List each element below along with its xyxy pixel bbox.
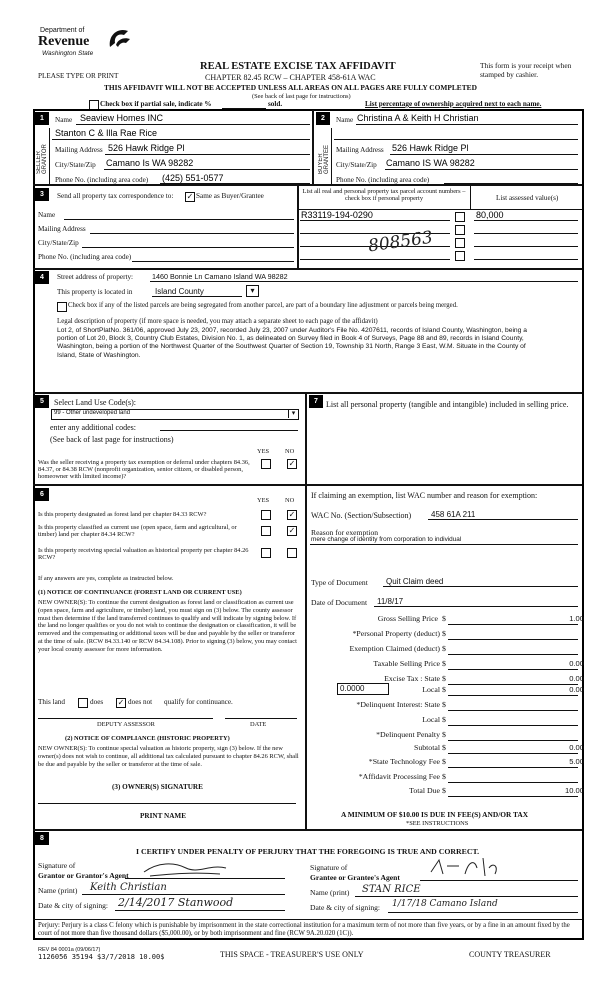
- deputy-assessor-label: DEPUTY ASSESSOR: [97, 721, 155, 728]
- calc-dollar: $: [442, 614, 446, 623]
- seller-phone[interactable]: (425) 551-0577: [162, 173, 224, 183]
- sec5-no-header: NO: [285, 448, 295, 455]
- located-label: This property is located in: [57, 288, 133, 296]
- section-3-badge: 3: [35, 188, 49, 201]
- calc-label: Subtotal: [414, 743, 440, 752]
- county-select[interactable]: Island County: [155, 287, 204, 296]
- land-use-label: Select Land Use Code(s):: [54, 398, 136, 407]
- name-print-right-label: Name (print): [310, 888, 350, 897]
- correspondence-name-label: Name: [38, 211, 56, 219]
- calc-value[interactable]: 1.00: [569, 614, 584, 623]
- same-as-buyer-checkbox[interactable]: ✓: [186, 192, 194, 201]
- street-label: Street address of property:: [57, 273, 134, 281]
- parcel-number[interactable]: R33119-194-0290: [301, 210, 373, 220]
- buyer-name-1[interactable]: Christina A & Keith H Christian: [357, 113, 479, 123]
- current-use-no-checkbox[interactable]: ✓: [288, 526, 296, 535]
- personal-property-label: List all personal property (tangible and intangible) included in selling price.: [326, 400, 569, 409]
- calc-label: Exemption Claimed (deduct): [349, 644, 440, 653]
- calc-dollar: $: [442, 700, 446, 709]
- exemption-yes-checkbox[interactable]: [261, 459, 271, 469]
- revenue-swoosh-icon: [106, 27, 132, 51]
- additional-codes-label: enter any additional codes:: [50, 423, 136, 432]
- calc-value[interactable]: 0.00: [569, 674, 584, 683]
- parcel-2-personal-checkbox[interactable]: [455, 225, 465, 235]
- calc-line: [448, 639, 578, 640]
- grantee-date-city[interactable]: 1/17/18 Camano Island: [392, 899, 498, 909]
- deputy-date-label: DATE: [250, 721, 267, 728]
- seller-name-2[interactable]: Stanton C & Illa Rae Rice: [55, 128, 158, 138]
- calc-label: Taxable Selling Price: [373, 659, 440, 668]
- logo-state: Washington State: [42, 50, 94, 57]
- see-back-note-2: (See back of last page for instructions): [50, 435, 174, 444]
- parcel-header: List all real and personal property tax parcel account numbers – check box if personal property: [302, 188, 466, 203]
- calc-line: [448, 725, 578, 726]
- receipt-stamp: 1126056 35194 $3/7/2018 10.00$: [38, 953, 165, 961]
- section-6-badge: 6: [35, 488, 49, 501]
- street-address[interactable]: 1460 Bonnie Ln Camano Island WA 98282: [152, 272, 288, 281]
- county-dropdown-icon[interactable]: ▾: [246, 285, 259, 297]
- calc-label: Local: [422, 685, 440, 694]
- seller-city[interactable]: Camano Is WA 98282: [106, 158, 194, 168]
- calc-line: [448, 753, 578, 754]
- seller-mailing-label: Mailing Address: [55, 146, 103, 154]
- calc-label: Excise Tax : State: [384, 674, 440, 683]
- buyer-mailing[interactable]: 526 Hawk Ridge Pl: [392, 143, 469, 153]
- buyer-side-label: BUYER GRANTEE: [318, 144, 330, 174]
- sig-of-left: Signature of: [38, 861, 76, 870]
- current-use-question: Is this property classified as current use (open space, farm and agricultural, or timber) land per chapter 84.34 RCW?: [38, 524, 237, 539]
- land-use-select[interactable]: [51, 409, 299, 420]
- handwritten-number: 808563: [366, 227, 434, 257]
- calc-label: Local: [422, 715, 440, 724]
- sec5-yes-header: YES: [257, 448, 270, 455]
- calc-dollar: $: [442, 629, 446, 638]
- calc-value[interactable]: 0.00: [569, 659, 584, 668]
- calc-label: *Delinquent Interest: State: [356, 700, 440, 709]
- calc-line: [448, 767, 578, 768]
- calc-dollar: $: [442, 730, 446, 739]
- land-does-checkbox[interactable]: [78, 698, 88, 708]
- calc-value[interactable]: 5.00: [569, 757, 584, 766]
- please-type: PLEASE TYPE OR PRINT: [38, 72, 119, 80]
- calc-dollar: $: [442, 786, 446, 795]
- if-yes-note: If any answers are yes, complete as instructed below.: [38, 575, 174, 582]
- grantee-agent-label: Grantee or Grantee's Agent: [310, 873, 400, 882]
- certify-statement: I CERTIFY UNDER PENALTY OF PERJURY THAT THE FOREGOING IS TRUE AND CORRECT.: [136, 847, 480, 856]
- calc-label: *Personal Property (deduct): [352, 629, 440, 638]
- calc-label: *Affidavit Processing Fee: [358, 772, 440, 781]
- section-2-badge: 2: [316, 112, 330, 125]
- calc-value[interactable]: 0.00: [569, 685, 584, 694]
- buyer-name-label: Name: [336, 116, 354, 124]
- percentage-note: List percentage of ownership acquired next to each name.: [365, 100, 542, 108]
- seller-side-label: SELLER GRANTOR: [36, 144, 48, 174]
- logo-dept-line: Department of: [40, 27, 85, 34]
- same-as-buyer-label: Same as Buyer/Grantee: [196, 192, 264, 200]
- continuance-text: NEW OWNER(S): To continue the current designation as forest land or classification as current use (open space, farm and agriculture, or timber) land, you must sign on (3) below. The county assessor must then determine if the land transferred continues to qualify and will indicate by signing below. If the land no longer qualifies or you do not wish to continue the designation or classification, it will be removed and the compensating or additional taxes will be due and payable by the seller or transferor at the time of sale. (RCW 84.33.140 or RCW 84.34.108). Prior to signing (3) below, you may contact your local county assessor for more information.: [38, 599, 297, 653]
- calc-line: [448, 684, 578, 685]
- assessed-header: List assessed value(s): [496, 194, 559, 202]
- section-1-badge: 1: [35, 112, 49, 125]
- parcel-4-personal-checkbox[interactable]: [455, 251, 465, 261]
- historic-title: (2) NOTICE OF COMPLIANCE (HISTORIC PROPERTY): [65, 735, 230, 742]
- buyer-mailing-label: Mailing Address: [336, 146, 384, 154]
- exemption-claim-label: If claiming an exemption, list WAC number and reason for exemption:: [311, 491, 538, 500]
- land-does-not-label: does not: [128, 698, 153, 706]
- calc-line: [448, 624, 578, 625]
- local-rate: 0.0000: [340, 684, 365, 693]
- calc-line: [448, 695, 578, 696]
- owner-signature-label: (3) OWNER(S) SIGNATURE: [112, 783, 203, 791]
- correspondence-phone-label: Phone No. (including area code): [38, 253, 132, 261]
- local-rate-box[interactable]: [337, 683, 389, 695]
- calc-value[interactable]: 10.00: [564, 786, 584, 795]
- sig-of-right: Signature of: [310, 863, 348, 872]
- grantee-signature: [425, 854, 505, 880]
- reason-label: Reason for exemption: [311, 528, 379, 537]
- continuance-title: (1) NOTICE OF CONTINUANCE (FOREST LAND OR CURRENT USE): [38, 589, 242, 596]
- parcel-3-personal-checkbox[interactable]: [455, 238, 465, 248]
- form-chapter: CHAPTER 82.45 RCW – CHAPTER 458-61A WAC: [205, 73, 376, 82]
- buyer-city[interactable]: Camano IS WA 98282: [386, 158, 475, 168]
- sec6-yes-header: YES: [257, 497, 270, 504]
- name-print-left-label: Name (print): [38, 886, 78, 895]
- land-use-value: 99 - Other undeveloped land: [54, 410, 131, 416]
- grantor-agent-label: Grantor or Grantor's Agent: [38, 871, 129, 880]
- treasurer-space: THIS SPACE - TREASURER'S USE ONLY: [220, 950, 364, 959]
- calc-label: Total Due: [409, 786, 440, 795]
- correspondence-mailing-label: Mailing Address: [38, 225, 86, 233]
- print-name-label: PRINT NAME: [140, 812, 186, 820]
- section-8-badge: 8: [35, 832, 49, 845]
- doc-date-label: Date of Document: [311, 598, 368, 607]
- calc-line: [448, 782, 578, 783]
- doc-date[interactable]: 11/8/17: [377, 597, 404, 606]
- segregated-checkbox[interactable]: [57, 302, 67, 312]
- grantee-print-name[interactable]: STAN RICE: [362, 884, 421, 895]
- reason-text[interactable]: mere change of identity from corporation to individual: [311, 536, 462, 543]
- qualify-label: qualify for continuance.: [164, 698, 233, 706]
- land-use-dropdown-icon[interactable]: ▾: [288, 409, 298, 418]
- calc-line: [448, 740, 578, 741]
- segregated-label: Check box if any of the listed parcels are being segregated from another parcel, are part of a boundary line adjustment or parcels being merged.: [68, 302, 458, 309]
- see-instructions: *SEE INSTRUCTIONS: [406, 820, 469, 827]
- calc-line: [448, 669, 578, 670]
- seller-city-label: City/State/Zip: [55, 161, 96, 169]
- buyer-city-label: City/State/Zip: [336, 161, 377, 169]
- section-7-badge: 7: [309, 395, 323, 408]
- forest-no-checkbox[interactable]: ✓: [288, 510, 296, 519]
- calc-label: Gross Selling Price: [377, 614, 438, 623]
- historic-question: Is this property receiving special valuation as historical property per chapter 84.26 RCW?: [38, 547, 249, 562]
- dor-logo: [38, 27, 138, 67]
- receipt-note: This form is your receipt when stamped by cashier.: [480, 61, 572, 79]
- this-land-label: This land: [38, 698, 65, 706]
- historic-yes-checkbox[interactable]: [261, 548, 271, 558]
- calc-line: [448, 710, 578, 711]
- calc-dollar: $: [442, 757, 446, 766]
- calc-line: [448, 654, 578, 655]
- partial-sale-label: Check box if partial sale, indicate %: [100, 100, 212, 108]
- minimum-fee-notice: A MINIMUM OF $10.00 IS DUE IN FEE(S) AND/OR TAX: [341, 810, 529, 819]
- perjury-notice: Perjury: Perjury is a class C felony which is punishable by imprisonment in the state correctional institution for a maximum term of not more than five years, or by a fine in an amount fixed by the court of not more than five thousand dollars ($5,000.00), or by both imprisonment and fine (RCW 9A.20.020 (1C)).: [38, 922, 570, 938]
- legal-description[interactable]: Lot 2, of ShortPlatNo. 361/06, approved July 23, 2007, recorded July 23, 2007 under Auditor's File No. 4207611, records of Island County, Washington, being a portion of Lot 20, Block 3, Country Club Estates, Division No. 1, as delineated on Survey filed in Book 4 of Surveys, Page 88 and 89, records in Island County, Washington, being a portion of the Northwest Quarter of the Southwest Quarter of Section 19, Township 31 North, Range 3 East, W.M. Situate in the County of Island, State of Washington.: [57, 327, 527, 359]
- see-back-note: (See back of last page for instructions): [252, 93, 351, 100]
- wac-number[interactable]: 458 61A 211: [431, 510, 476, 519]
- send-tax-label: Send all property tax correspondence to:: [57, 192, 174, 200]
- calc-dollar: $: [442, 772, 446, 781]
- form-title: REAL ESTATE EXCISE TAX AFFIDAVIT: [200, 61, 396, 72]
- historic-no-checkbox[interactable]: [287, 548, 297, 558]
- seller-name-label: Name: [55, 116, 73, 124]
- exemption-no-checkbox[interactable]: ✓: [288, 459, 296, 468]
- date-city-right-label: Date & city of signing:: [310, 903, 381, 912]
- section-4-badge: 4: [35, 271, 49, 284]
- calc-dollar: $: [442, 674, 446, 683]
- calc-label: *State Technology Fee: [368, 757, 440, 766]
- calc-dollar: $: [442, 644, 446, 653]
- calc-dollar: $: [442, 715, 446, 724]
- legal-label: Legal description of property (if more space is needed, you may attach a separate sheet to each page of the affidavit): [57, 318, 378, 325]
- calc-dollar: $: [442, 659, 446, 668]
- date-city-left-label: Date & city of signing:: [38, 901, 109, 910]
- exemption-question: Was the seller receiving a property tax exemption or deferral under chapters 84.36, 84.37, or 84.38 RCW (nonprofit organization, senior citizen, or disabled person, homeowner with limited income)?: [38, 459, 250, 481]
- doc-type[interactable]: Quit Claim deed: [386, 577, 444, 586]
- seller-phone-label: Phone No. (including area code): [55, 176, 149, 184]
- section-5-badge: 5: [35, 395, 49, 408]
- not-accepted-notice: THIS AFFIDAVIT WILL NOT BE ACCEPTED UNLESS ALL AREAS ON ALL PAGES ARE FULLY COMPLETED: [104, 83, 477, 92]
- grantor-date-city[interactable]: 2/14/2017 Stanwood: [118, 896, 234, 909]
- calc-dollar: $: [442, 685, 446, 694]
- grantor-print-name[interactable]: Keith Christian: [90, 882, 167, 893]
- seller-mailing[interactable]: 526 Hawk Ridge Pl: [108, 143, 185, 153]
- wac-label: WAC No. (Section/Subsection): [311, 511, 412, 520]
- correspondence-city-label: City/State/Zip: [38, 239, 79, 247]
- sec6-no-header: NO: [285, 497, 295, 504]
- historic-text: NEW OWNER(S): To continue special valuation as historic property, sign (3) below. If the new owner(s) does not wish to continue, all additional tax calculated pursuant to chapter 84.26 RCW, shall be due and payable by the seller or transferor at the time of sale.: [38, 745, 299, 768]
- rev-code: REV 84 0001a (09/06/17): [38, 947, 101, 953]
- county-treasurer: COUNTY TREASURER: [469, 950, 551, 959]
- parcel-1-personal-checkbox[interactable]: [455, 212, 465, 222]
- forest-yes-checkbox[interactable]: [261, 510, 271, 520]
- land-does-label: does: [90, 698, 104, 706]
- calc-line: [448, 796, 578, 797]
- calc-value[interactable]: 0.00: [569, 743, 584, 752]
- buyer-phone-label: Phone No. (including area code): [336, 176, 430, 184]
- forest-land-question: Is this property designated as forest land per chapter 84.33 RCW?: [38, 511, 207, 518]
- land-does-not-checkbox[interactable]: ✓: [117, 698, 125, 707]
- grantor-signature: [140, 858, 230, 880]
- calc-label: *Delinquent Penalty: [376, 730, 440, 739]
- doc-type-label: Type of Document: [311, 578, 368, 587]
- seller-name-1[interactable]: Seaview Homes INC: [80, 113, 164, 123]
- logo-revenue: Revenue: [38, 34, 90, 49]
- calc-dollar: $: [442, 743, 446, 752]
- sold-label: sold.: [268, 100, 283, 108]
- current-use-yes-checkbox[interactable]: [261, 526, 271, 536]
- assessed-value[interactable]: 80,000: [476, 210, 504, 220]
